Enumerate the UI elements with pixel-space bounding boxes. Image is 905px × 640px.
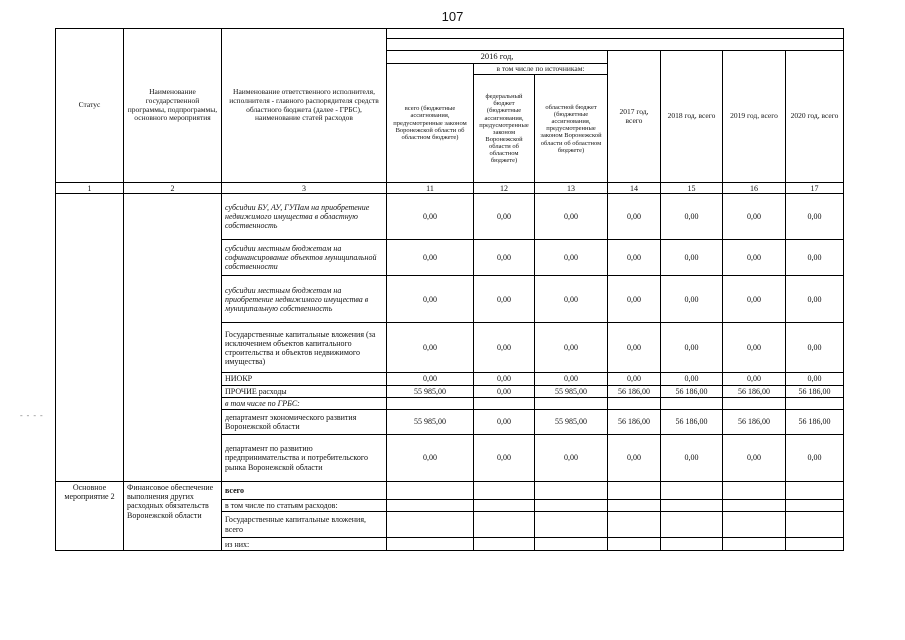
value-cell: 0,00	[387, 276, 474, 323]
col-index: 13	[535, 183, 608, 194]
event2-status: Основное мероприятие 2	[56, 481, 124, 550]
value-cell	[387, 397, 474, 409]
value-cell	[723, 397, 786, 409]
value-cell: 0,00	[723, 434, 786, 481]
row-name: НИОКР	[222, 373, 387, 385]
header-sources-caption: в том числе по источникам:	[474, 63, 608, 75]
value-cell: 0,00	[474, 323, 535, 373]
row-name: субсидии местным бюджетам на приобретение недвижимого имущества в муниципальную собственность	[222, 276, 387, 323]
value-cell: 56 186,00	[786, 385, 844, 397]
col-index: 15	[661, 183, 723, 194]
value-cell	[786, 397, 844, 409]
value-cell: 0,00	[608, 240, 661, 276]
value-cell: 0,00	[387, 373, 474, 385]
row-name: Государственные капитальные вложения, всего	[222, 512, 387, 538]
value-cell: 0,00	[661, 276, 723, 323]
table-row	[56, 481, 844, 499]
row-name: всего	[222, 481, 387, 499]
col-index: 2	[124, 183, 222, 194]
event2-title: Финансовое обеспечение выполнения других расходных обязательств Воронежской области	[124, 481, 222, 550]
value-cell: 0,00	[387, 240, 474, 276]
value-cell: 55 985,00	[387, 409, 474, 434]
col-index: 16	[723, 183, 786, 194]
program-cell-empty	[124, 194, 222, 482]
value-cell: 0,00	[535, 373, 608, 385]
value-cell: 0,00	[661, 240, 723, 276]
header-status: Статус	[56, 29, 124, 183]
value-cell: 0,00	[608, 194, 661, 240]
row-name: субсидии местным бюджетам на софинансирование объектов муниципальной собственности	[222, 240, 387, 276]
value-cell: 55 985,00	[535, 385, 608, 397]
value-cell: 0,00	[786, 276, 844, 323]
col-index: 14	[608, 183, 661, 194]
value-cell: 56 186,00	[661, 385, 723, 397]
value-cell: 56 186,00	[723, 385, 786, 397]
column-index-row	[56, 183, 844, 194]
col-index: 3	[222, 183, 387, 194]
value-cell: 0,00	[786, 323, 844, 373]
value-cell: 0,00	[723, 276, 786, 323]
header-2017: 2017 год, всего	[608, 51, 661, 183]
status-cell-empty	[56, 194, 124, 482]
header-blank-row-2	[387, 39, 844, 51]
value-cell: 0,00	[387, 194, 474, 240]
value-cell: 55 985,00	[387, 385, 474, 397]
value-cell: 56 186,00	[661, 409, 723, 434]
value-cell: 0,00	[661, 323, 723, 373]
value-cell: 0,00	[535, 434, 608, 481]
row-name: из них:	[222, 538, 387, 551]
value-cell: 0,00	[786, 240, 844, 276]
value-cell: 0,00	[786, 434, 844, 481]
value-cell: 0,00	[723, 323, 786, 373]
header-2019: 2019 год, всего	[723, 51, 786, 183]
header-2016-total: всего (бюджетные ассигнования, предусмотренные законом Воронежской области об областном бюджете)	[387, 63, 474, 183]
header-program-name: Наименование государственной программы, подпрограммы, основного мероприятия	[124, 29, 222, 183]
col-index: 1	[56, 183, 124, 194]
value-cell: 0,00	[535, 194, 608, 240]
row-name: ПРОЧИЕ расходы	[222, 385, 387, 397]
header-2020: 2020 год, всего	[786, 51, 844, 183]
value-cell	[661, 397, 723, 409]
value-cell: 0,00	[474, 385, 535, 397]
value-cell: 0,00	[535, 276, 608, 323]
value-cell: 0,00	[608, 373, 661, 385]
header-blank-row-1	[387, 29, 844, 39]
value-cell: 0,00	[608, 276, 661, 323]
col-index: 17	[786, 183, 844, 194]
header-year-2016: 2016 год,	[387, 51, 608, 64]
budget-table	[55, 28, 844, 551]
value-cell: 55 985,00	[535, 409, 608, 434]
value-cell: 0,00	[387, 323, 474, 373]
value-cell: 0,00	[474, 373, 535, 385]
header-regional-budget: областной бюджет (бюджетные ассигнования, предусмотренные законом Воронежской области об областном бюджете)	[535, 75, 608, 183]
row-name: департамент по развитию предпринимательства и потребительского рынка Воронежской области	[222, 434, 387, 481]
col-index: 12	[474, 183, 535, 194]
header-executor-name: Наименование ответственного исполнителя, исполнителя - главного распорядителя средств областного бюджета (далее - ГРБС), наименование статей расходов	[222, 29, 387, 183]
row-name: субсидии БУ, АУ, ГУПам на приобретение недвижимого имущества в областную собственность	[222, 194, 387, 240]
value-cell: 0,00	[786, 373, 844, 385]
col-index: 11	[387, 183, 474, 194]
row-name: в том числе по ГРБС:	[222, 397, 387, 409]
value-cell: 0,00	[474, 409, 535, 434]
value-cell: 0,00	[608, 434, 661, 481]
value-cell: 0,00	[535, 240, 608, 276]
row-name: Государственные капитальные вложения (за исключением объектов капитального строительства и объектов недвижимого имущества)	[222, 323, 387, 373]
value-cell: 56 186,00	[608, 409, 661, 434]
page-number: 107	[441, 9, 464, 24]
value-cell: 0,00	[786, 194, 844, 240]
header-federal-budget: федеральный бюджет (бюджетные ассигнования, предусмотренные законом Воронежской области об областном бюджете)	[474, 75, 535, 183]
value-cell: 0,00	[474, 194, 535, 240]
value-cell: 0,00	[723, 194, 786, 240]
value-cell: 0,00	[474, 240, 535, 276]
value-cell: 56 186,00	[786, 409, 844, 434]
value-cell: 0,00	[608, 323, 661, 373]
value-cell: 0,00	[661, 434, 723, 481]
value-cell: 0,00	[535, 323, 608, 373]
value-cell	[535, 397, 608, 409]
value-cell: 0,00	[387, 434, 474, 481]
value-cell	[474, 397, 535, 409]
value-cell: 0,00	[474, 434, 535, 481]
value-cell: 0,00	[661, 194, 723, 240]
row-name: в том числе по статьям расходов:	[222, 499, 387, 511]
value-cell: 0,00	[474, 276, 535, 323]
value-cell: 56 186,00	[723, 409, 786, 434]
value-cell: 0,00	[723, 240, 786, 276]
value-cell: 56 186,00	[608, 385, 661, 397]
value-cell: 0,00	[723, 373, 786, 385]
header-2018: 2018 год, всего	[661, 51, 723, 183]
value-cell	[608, 397, 661, 409]
table-row	[56, 194, 844, 240]
row-name: департамент экономического развития Воронежской области	[222, 409, 387, 434]
margin-dash-mark: - - - -	[20, 411, 44, 420]
value-cell: 0,00	[661, 373, 723, 385]
